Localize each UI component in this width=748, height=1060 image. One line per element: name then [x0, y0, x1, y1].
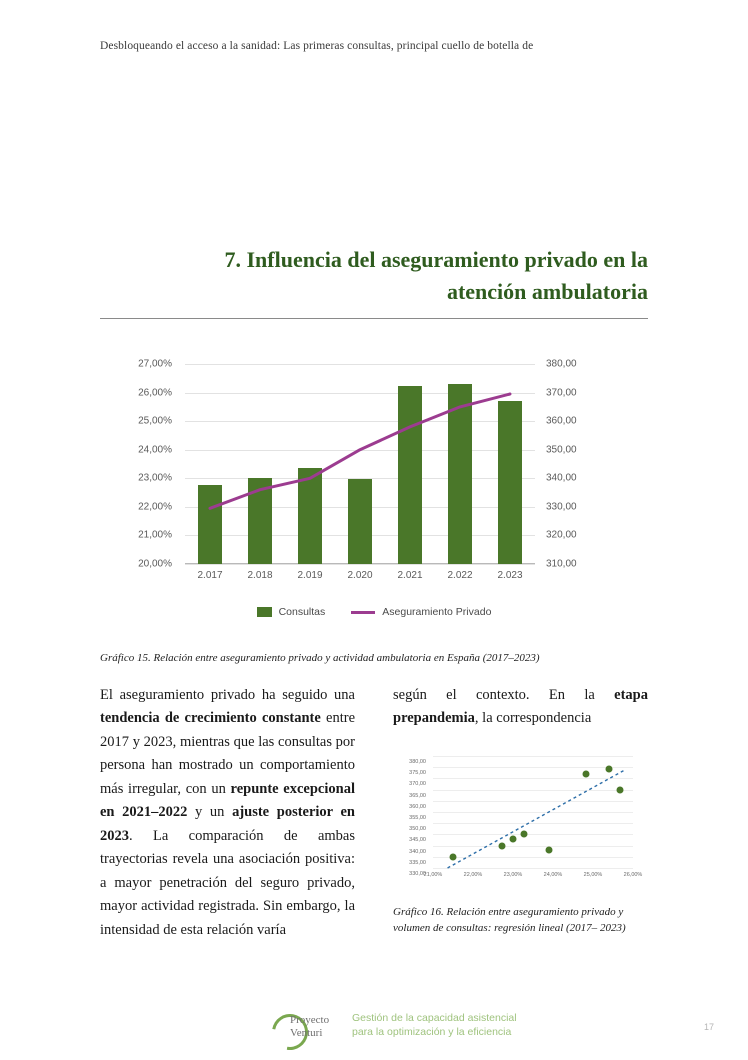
scatter-y-tick: 345,00 — [409, 837, 426, 844]
y-axis-tick-right: 330,00 — [546, 501, 577, 513]
scatter-point — [582, 770, 589, 777]
scatter-x-tick: 21,00% — [423, 872, 443, 878]
y-axis-tick-right: 370,00 — [546, 387, 577, 399]
scatter-trendline — [433, 756, 633, 868]
scatter-y-tick: 365,00 — [409, 792, 426, 799]
logo-line-1: Proyecto — [290, 1014, 330, 1026]
scatter-point — [499, 842, 506, 849]
page-footer — [0, 1002, 748, 1050]
x-axis-tick: 2.017 — [197, 570, 223, 581]
body-column-left — [100, 684, 355, 942]
y-axis-tick-right: 340,00 — [546, 472, 577, 484]
section-title-line1: 7. Influencia del aseguramiento privado en la — [224, 247, 648, 272]
chart-grafico-15 — [100, 352, 648, 627]
scatter-y-tick: 380,00 — [409, 759, 426, 765]
y-axis-tick-left: 23,00% — [138, 472, 172, 484]
y-axis-tick-right: 310,00 — [546, 558, 577, 570]
legend-label: Consultas — [278, 606, 326, 618]
caption-16-line3: 2023) — [599, 921, 626, 934]
y-axis-tick-right: 380,00 — [546, 358, 577, 370]
logo-text — [290, 1014, 329, 1039]
scatter-y-tick: 370,00 — [409, 781, 426, 788]
body-column-right — [393, 684, 648, 731]
figure-caption-16 — [393, 905, 648, 937]
scatter-y-tick: 335,00 — [409, 859, 426, 866]
caption-16-line2: y volumen de consultas: regresión lineal (2017– — [393, 906, 624, 934]
scatter-point — [606, 766, 613, 773]
y-axis-tick-left: 26,00% — [138, 387, 172, 399]
chart-plot-area — [185, 364, 535, 564]
body-paragraph-right: según el contexto. En la etapa prepandemia, la correspondencia — [393, 687, 648, 727]
scatter-plot-area — [433, 756, 633, 868]
legend-item — [257, 606, 326, 618]
x-axis-tick: 2.019 — [297, 570, 323, 581]
scatter-y-tick: 340,00 — [409, 848, 426, 855]
scatter-x-tick: 24,00% — [543, 872, 563, 878]
scatter-y-tick: 355,00 — [409, 815, 426, 821]
footer-tagline — [352, 1011, 612, 1039]
chart-grafico-16 — [393, 750, 648, 898]
y-axis-tick-left: 25,00% — [138, 415, 172, 427]
y-axis-tick-left: 20,00% — [138, 558, 172, 570]
scatter-x-tick: 22,00% — [463, 872, 483, 878]
brand-logo — [272, 1006, 342, 1046]
caption-16-line1: Gráfico 16. Relación entre aseguramiento privado — [393, 906, 616, 918]
y-axis-tick-left: 22,00% — [138, 501, 172, 513]
legend-bar-swatch — [257, 607, 272, 617]
page-number: 17 — [703, 1022, 714, 1032]
y-axis-tick-left: 27,00% — [138, 358, 172, 370]
y-axis-tick-right: 320,00 — [546, 529, 577, 541]
footer-tagline-line2: para la optimización y la eficiencia — [352, 1026, 512, 1039]
chart-right-axis — [540, 358, 620, 570]
scatter-x-tick: 25,00% — [583, 872, 603, 878]
page-title — [100, 244, 648, 308]
x-axis-tick: 2.020 — [347, 570, 373, 581]
legend-line-swatch — [351, 611, 375, 614]
logo-line-2: Venturi — [290, 1026, 323, 1039]
scatter-point — [617, 786, 624, 793]
chart-legend — [100, 606, 648, 618]
x-axis-tick: 2.022 — [447, 570, 473, 581]
chart-line-series — [185, 364, 535, 564]
scatter-x-tick: 26,00% — [623, 872, 643, 878]
scatter-point — [450, 853, 457, 860]
gridline — [433, 868, 633, 869]
chart-left-axis — [100, 358, 178, 570]
scatter-point — [520, 831, 527, 838]
scatter-x-tick: 23,00% — [503, 872, 523, 878]
x-axis-tick: 2.021 — [397, 570, 423, 581]
scatter-y-tick: 360,00 — [409, 803, 426, 810]
x-axis-tick: 2.023 — [497, 570, 523, 581]
y-axis-tick-right: 360,00 — [546, 415, 577, 427]
y-axis-tick-right: 350,00 — [546, 444, 577, 456]
body-paragraph-left: El aseguramiento privado ha seguido una tendencia de crecimiento constante entre 2017 y 2023, mientras que las consultas por persona han mostrado un comportamiento más irregular, con un repunte excepcional en 2021–2022 y un ajuste posterior en 2023. La comparación de ambas trayectorias revela una asociación positiva: a mayor penetración del seguro privado, mayor actividad registrada. Sin embargo, la intensidad de esta relación varía — [100, 687, 356, 938]
scatter-y-tick: 330,00 — [409, 871, 426, 877]
scatter-point — [546, 847, 553, 854]
running-head: Desbloqueando el acceso a la sanidad: Las primeras consultas, principal cuello de botella de — [100, 40, 534, 52]
y-axis-tick-left: 21,00% — [138, 529, 172, 541]
figure-caption-15: Gráfico 15. Relación entre aseguramiento privado y actividad ambulatoria en España (2017–2023) — [100, 652, 540, 664]
legend-item — [351, 606, 491, 618]
gridline — [185, 564, 535, 565]
x-axis-tick: 2.018 — [247, 570, 273, 581]
title-divider — [100, 318, 648, 319]
scatter-y-tick: 375,00 — [409, 770, 426, 777]
scatter-y-tick: 350,00 — [409, 826, 426, 833]
footer-tagline-line1: Gestión de la capacidad asistencial — [352, 1012, 517, 1024]
legend-label: Aseguramiento Privado — [382, 606, 492, 618]
y-axis-tick-left: 24,00% — [138, 444, 172, 456]
scatter-y-axis — [393, 756, 429, 877]
section-title-line2: atención ambulatoria — [446, 278, 648, 304]
scatter-point — [510, 835, 517, 842]
